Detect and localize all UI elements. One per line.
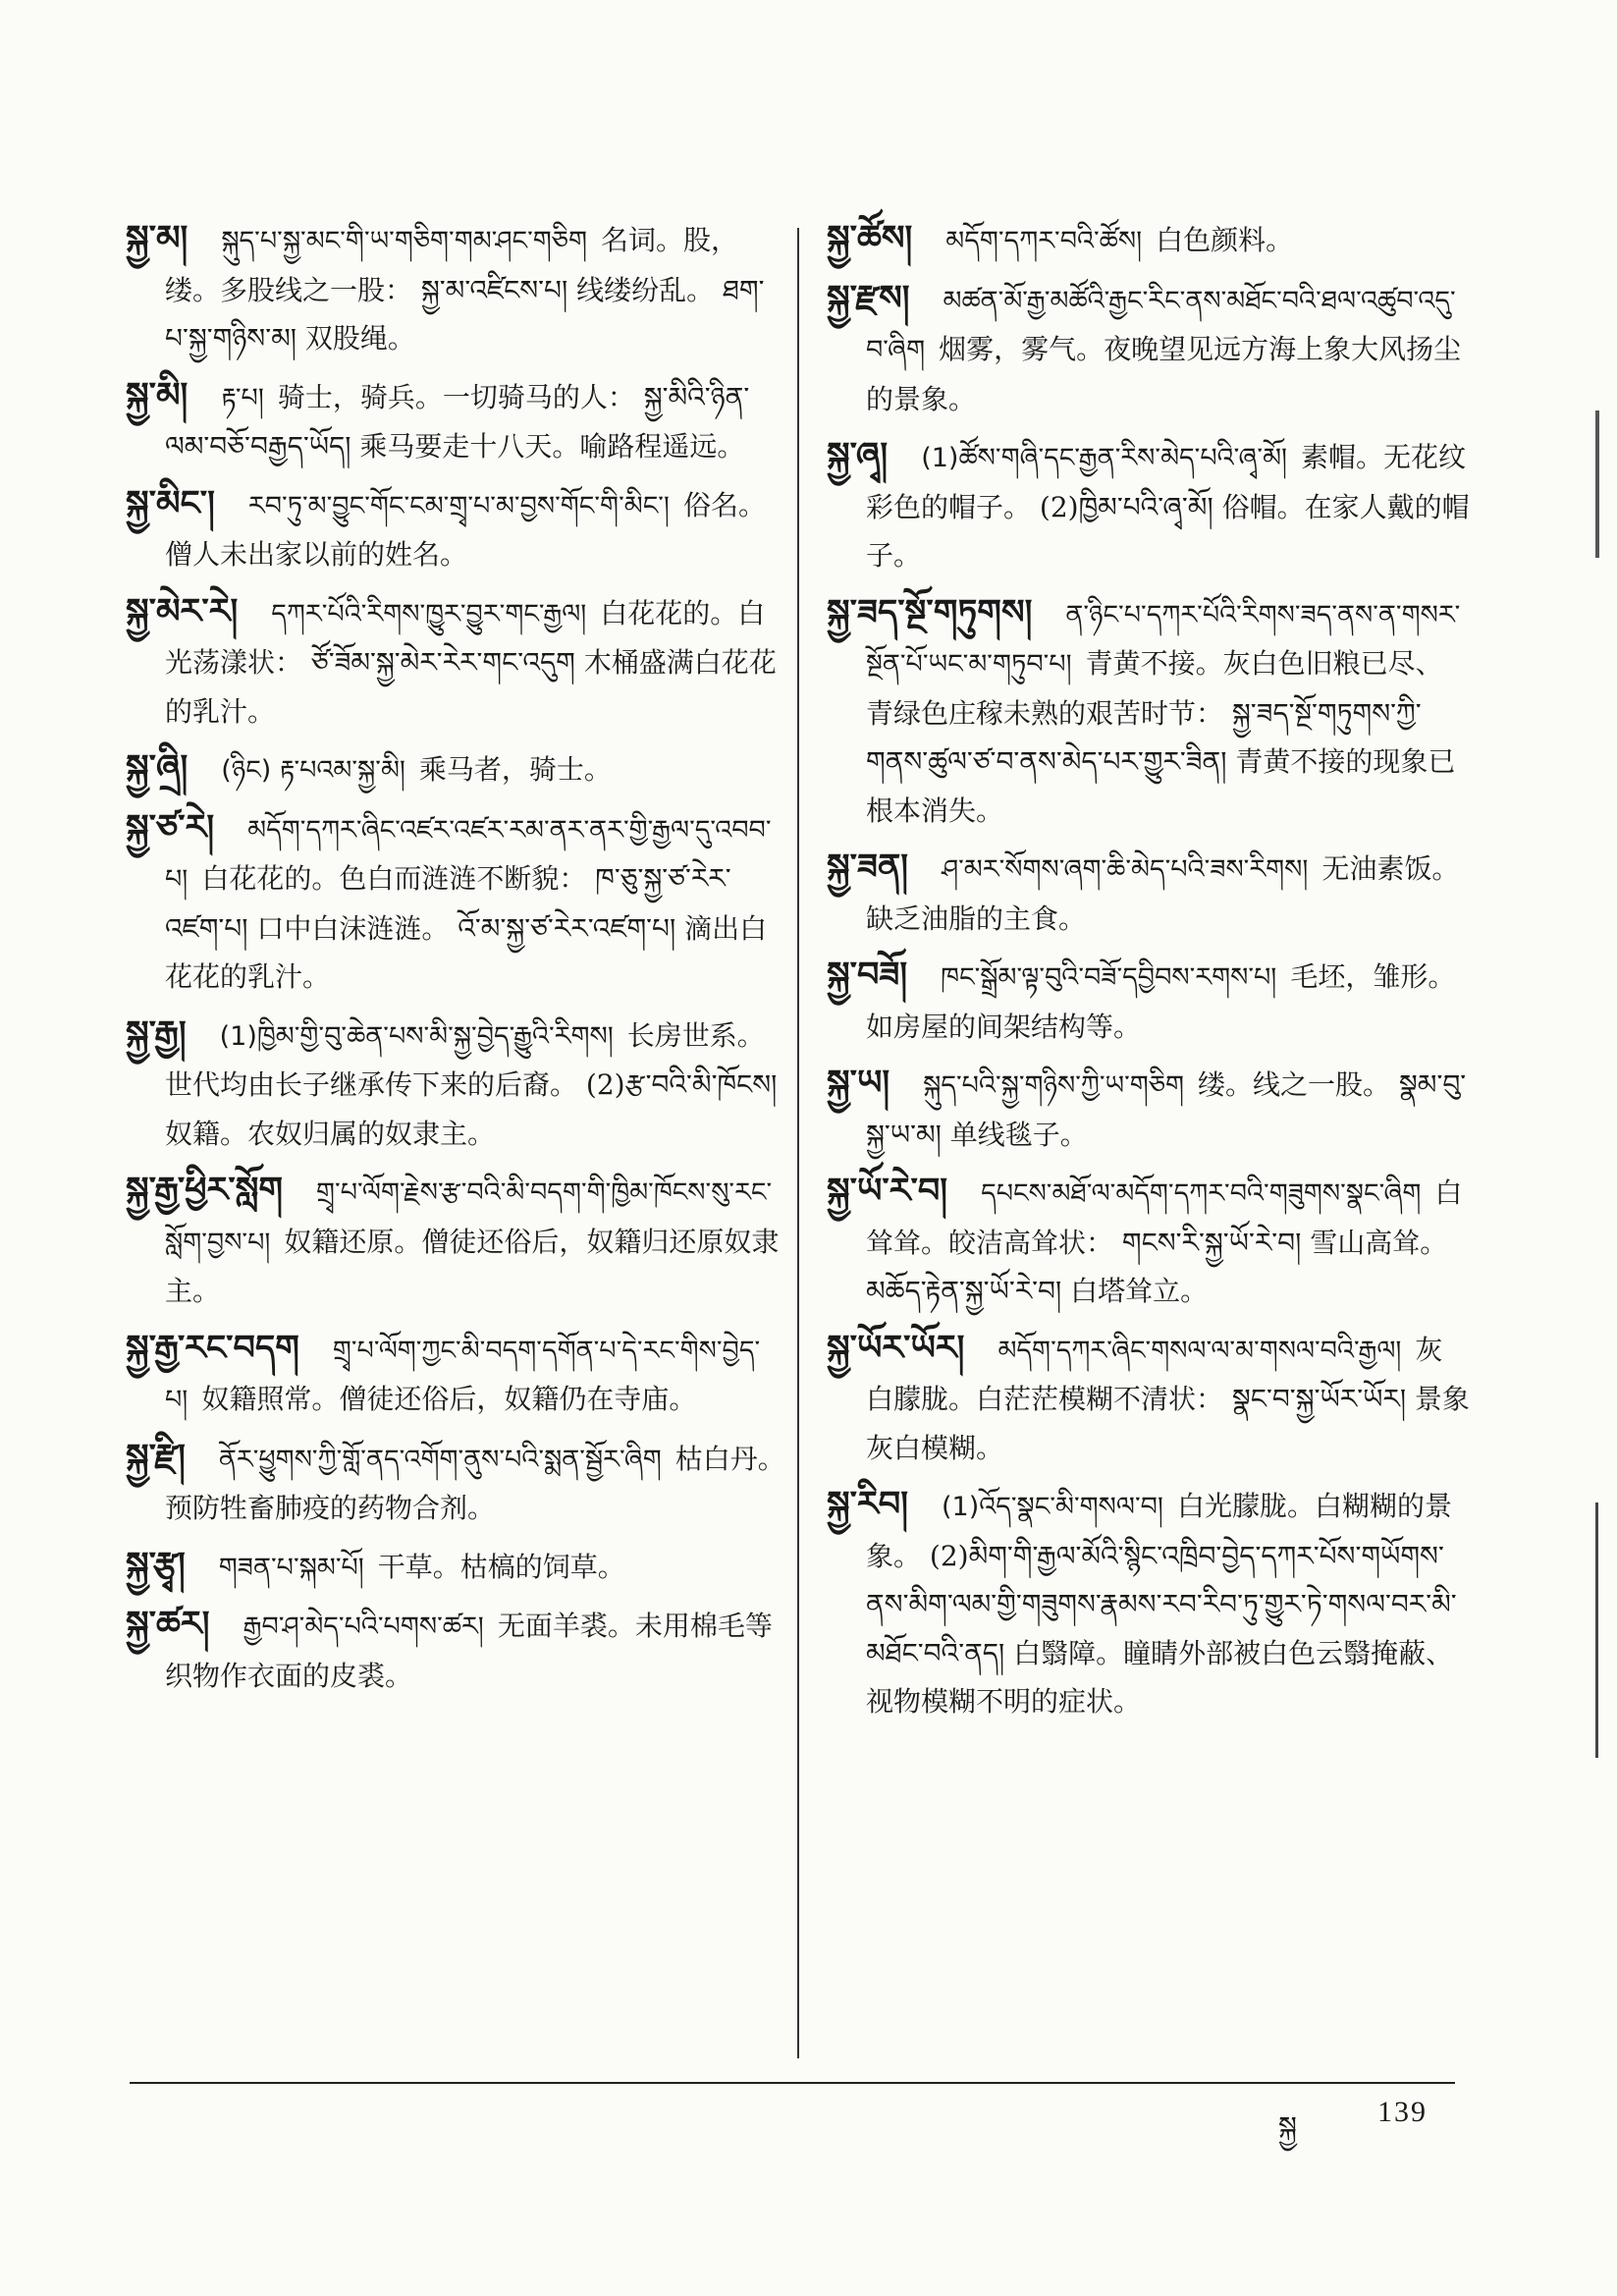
entry-tibetan-definition: མདོག་དཀར་ཞིང་གསལ་ལ་མ་གསལ་བའི་རྒྱལ། [997,1335,1402,1366]
dictionary-entry [126,371,785,471]
entry-tibetan-definition: རྒྱབ་ཤ་མེད་པའི་པགས་ཚར། [243,1612,484,1642]
entry-tibetan-definition: དཔངས་མཐོ་ལ་མདོག་དཀར་བའི་གཟུགས་སྣང་ཞིག [981,1178,1422,1209]
entry-chinese-definition: 枯白丹。预防牲畜肺疫的药物合剂。 [165,1442,785,1524]
entry-chinese-definition: 无油素饭。缺乏油脂的主食。 [866,852,1460,935]
entry-chinese-definition: 灰白朦胧。白茫茫模糊不清状： སྣང་བ་སྐྱ་ཡོར་ཡོར། 景象灰白模糊。 [866,1333,1470,1464]
entry-tibetan-definition: (1)འོད་སྣང་མི་གསལ་བ། [942,1492,1163,1522]
right-column [827,214,1470,1734]
entry-chinese-definition: 白耸耸。皎洁高耸状： གངས་རི་སྐྱ་ཡོ་རེ་བ། 雪山高耸。 མཆོད་རྟེན་སྐྱ་ཡོ་རེ་བ། 白塔耸立。 [866,1176,1463,1307]
entry-headword: སྐྱ་ཞྭ། [827,435,889,475]
entry-chinese-definition: 名词。股，缕。多股线之一股： སྐྱ་མ་འཛིངས་པ། 线缕纷乱。 ཐག་པ་སྐྱ་གཉིས་མ། 双股绳。 [165,224,765,355]
dictionary-entry [827,431,1470,580]
dictionary-entry [827,1059,1470,1159]
entry-chinese-definition: 乘马者，骑士。 [418,753,612,786]
entry-tibetan-definition: རབ་ཏུ་མ་བྱུང་གོང་ངམ་གྲྭ་པ་མ་བྱས་གོང་གི་མིང་། [247,490,670,521]
entry-chinese-definition: 俗名。僧人未出家以前的姓名。 [165,488,766,571]
entry-headword: སྐྱ་མ། [126,218,189,258]
dictionary-entry [827,843,1470,943]
scan-edge-mark [1595,1503,1598,1758]
entry-tibetan-definition: གྲྭ་པ་ལོག་ཀྱང་མི་བདག་དགོན་པ་དེ་རང་གིས་བྱེད་པ། [165,1335,761,1415]
entry-headword: སྐྱ་ཡོ་རེ་བ། [827,1171,948,1211]
entry-headword: སྐྱ་རྫས། [827,277,910,318]
footer-rule [130,2082,1455,2084]
dictionary-entry [126,214,785,363]
dictionary-entry [126,1166,785,1316]
entry-headword: སྐྱ་ཚར། [126,1604,210,1644]
entry-headword: སྐྱ་ཙ་རེ། [126,806,215,847]
scan-edge-mark [1595,410,1599,558]
dictionary-entry [827,214,1470,266]
entry-chinese-definition: 白花花的。白光荡漾状： ཙོ་ཟོམ་སྐྱ་མེར་རེར་གང་འདུག 木桶盛满白花花的乳汁。 [165,596,777,728]
entry-headword: སྐྱ་ཟད་སྔོ་གཏུགས། [827,591,1033,632]
dictionary-entry [126,1324,785,1425]
page-number: 139 [1377,2096,1428,2128]
entry-tibetan-definition: ཁང་སྒྲོམ་ལྟ་བུའི་བཟོ་དབྱིབས་རགས་པ། [941,962,1277,993]
entry-chinese-definition: 青黄不接。灰白色旧粮已尽、青绿色庄稼未熟的艰苦时节： སྐྱ་ཟད་སྔོ་གཏུགས་ཀྱི་གནས་ཚུལ་ཙ་བ་ནས་མེད་པར་གྱུར་ཟིན། 青黄不接的现象已根本消失。 [866,647,1456,827]
entry-chinese-definition: 长房世系。世代均由长子继承传下来的后裔。 (2)རྩ་བའི་མི་ཁོངས། 奴籍。农奴归属的奴隶主。 [165,1018,778,1150]
dictionary-entry [827,1324,1470,1473]
entry-chinese-definition: 白色颜料。 [1156,224,1294,256]
entry-headword: སྐྱ་རྫི། [126,1436,186,1477]
entry-tibetan-definition: (ཉིང) རྟ་པའམ་སྐྱ་མི། [221,755,405,786]
entry-tibetan-definition: སྐུད་པའི་སྐྱ་གཉིས་ཀྱི་ཡ་གཅིག [923,1070,1184,1101]
entry-headword: སྐྱ་རྒྱ་ཕྱིར་སློག [126,1170,284,1210]
entry-tibetan-definition: མཚན་མོ་རྒྱ་མཚོའི་རྒྱང་རིང་ནས་མཐོང་བའི་ཐལ་འཚུབ་འདུ་བ་ཞིག [866,285,1456,365]
running-head-letter: སྐྱ [1278,2110,1297,2143]
dictionary-entry [126,1433,785,1533]
entry-tibetan-definition: གྲྭ་པ་ལོག་རྗེས་རྩ་བའི་མི་བདག་གི་ཁྱིམ་ཁོངས་སུ་རང་སློག་བྱས་པ། [165,1177,773,1258]
entry-headword: སྐྱ་ཡོར་ཡོར། [827,1327,965,1368]
dictionary-entry [126,743,785,795]
entry-tibetan-definition: རྟ་པ། [221,382,264,413]
dictionary-entry [827,588,1470,836]
dictionary-entry [827,1480,1470,1726]
entry-tibetan-definition: སྐུད་པ་སྐྱ་མང་གི་ཡ་གཅིག་གམ་ཤང་གཅིག [221,226,587,256]
entry-tibetan-definition: མདོག་དཀར་ཞིང་འཛར་འཛར་རམ་ནར་ནར་གྱི་རྒྱལ་དུ་འབབ་པ། [165,814,772,895]
entry-tibetan-definition: གཟན་པ་སྐམ་པོ། [218,1552,364,1583]
entry-headword: སྐྱ་བཟོ། [827,955,908,995]
entry-chinese-definition: 缕。线之一股。 སྣམ་བུ་སྐྱ་ཡ་མ། 单线毯子。 [866,1068,1467,1151]
entry-headword: སྐྱ་མེར་རེ། [126,590,239,631]
entry-chinese-definition: 奴籍照常。僧徒还俗后，奴籍仍在寺庙。 [201,1383,697,1415]
entry-tibetan-definition: ཤ་མར་སོགས་ཞག་ཆི་མེད་པའི་ཟས་རིགས། [942,854,1309,885]
entry-tibetan-definition: (1)ཁྱིམ་གྱི་བུ་ཆེན་པས་མི་སྐྱ་བྱེད་རྒྱུའི་རིགས། [219,1020,614,1052]
entry-tibetan-definition: དཀར་པོའི་རིགས་ཁྱུར་བྱུར་གང་རྒྱལ། [271,598,587,629]
entry-chinese-definition: 奴籍还原。僧徒还俗后，奴籍归还原奴隶主。 [165,1225,780,1307]
entry-headword: སྐྱ་ཚོས། [827,218,913,258]
entry-chinese-definition: 白光朦胧。白糊糊的景象。 (2)མིག་གི་རྒྱལ་མོའི་སྙིང་འཁྲིབ་བྱེད་དཀར་པོས་གཡོགས་ནས་མིག་ལམ་གྱི་གཟུགས་རྣམས་རབ་རིབ་ཏུ་གྱུར་ཏེ་གསལ་བར་མི་མཐོང་བའི་ནད། 白翳障。瞳睛外部被白色云翳掩蔽、视物模糊不明的症状。 [866,1490,1457,1718]
dictionary-entry [126,1600,785,1700]
left-column [126,214,785,1708]
entry-chinese-definition: 骑士，骑兵。一切骑马的人： སྐྱ་མིའི་ཉིན་ལམ་བཅོ་བརྒྱད་ཡོད། 乘马要走十八天。喻路程遥远。 [165,380,750,463]
entry-headword: སྐྱ་ཡ། [827,1063,890,1103]
dictionary-entry [126,479,785,579]
entry-tibetan-definition: ནོར་ཕྱུགས་ཀྱི་གློ་ནད་འགོག་ནུས་པའི་སྨན་སྦྱོར་ཞིག [218,1444,662,1475]
dictionary-entry [126,803,785,1002]
entry-chinese-definition: 白花花的。色白而涟涟不断貌： ཁ་ཅུ་སྐྱ་ཙ་རེར་འཛག་པ། 口中白沫涟涟。 འོ་མ་སྐྱ་ཙ་རེར་འཛག་པ། 滴出白花花的乳汁。 [165,862,768,993]
entry-headword: སྐྱ་རྩྭ། [126,1544,186,1585]
entry-headword: སྐྱ་རིབ། [827,1484,908,1524]
entry-headword: སྐྱ་རྒྱ་རང་བདག [126,1327,299,1368]
entry-headword: སྐྱ་མིང་། [126,482,215,523]
entry-headword: སྐྱ་རྒྱ། [126,1012,187,1054]
column-divider [797,228,799,2058]
dictionary-entry [827,274,1470,424]
entry-tibetan-definition: ན་ཉིང་པ་དཀར་པོའི་རིགས་ཟད་ནས་ན་གསར་སྔོན་པོ་ཡང་མ་གཏུབ་པ། [866,599,1461,680]
entry-chinese-definition: 烟雾，雾气。夜晚望见远方海上象大风扬尘的景象。 [866,333,1462,415]
dictionary-entry [126,1541,785,1593]
entry-chinese-definition: 无面羊裘。未用棉毛等织物作衣面的皮裘。 [165,1610,773,1692]
entry-chinese-definition: 毛坯，雏形。如房屋的间架结构等。 [866,960,1456,1043]
entry-tibetan-definition: མདོག་དཀར་བའི་ཚོས། [945,226,1143,256]
entry-chinese-definition: 干草。枯槁的饲草。 [377,1550,625,1583]
dictionary-entry [126,1010,785,1159]
entry-headword: སྐྱ་ཟན། [827,847,909,887]
entry-headword: སྐྱ་ཞྲི། [126,747,189,788]
dictionary-entry [827,951,1470,1051]
entry-chinese-definition: 素帽。无花纹彩色的帽子。 (2)ཁྱིམ་པའི་ཞྭ་མོ། 俗帽。在家人戴的帽子。 [866,441,1470,572]
entry-headword: སྐྱ་མི། [126,374,189,415]
entry-tibetan-definition: (1)ཚོས་གཞི་དང་རྒྱན་རིས་མེད་པའི་ཞྭ་མོ། [921,443,1288,473]
dictionary-entry [827,1167,1470,1316]
dictionary-entry [126,587,785,737]
